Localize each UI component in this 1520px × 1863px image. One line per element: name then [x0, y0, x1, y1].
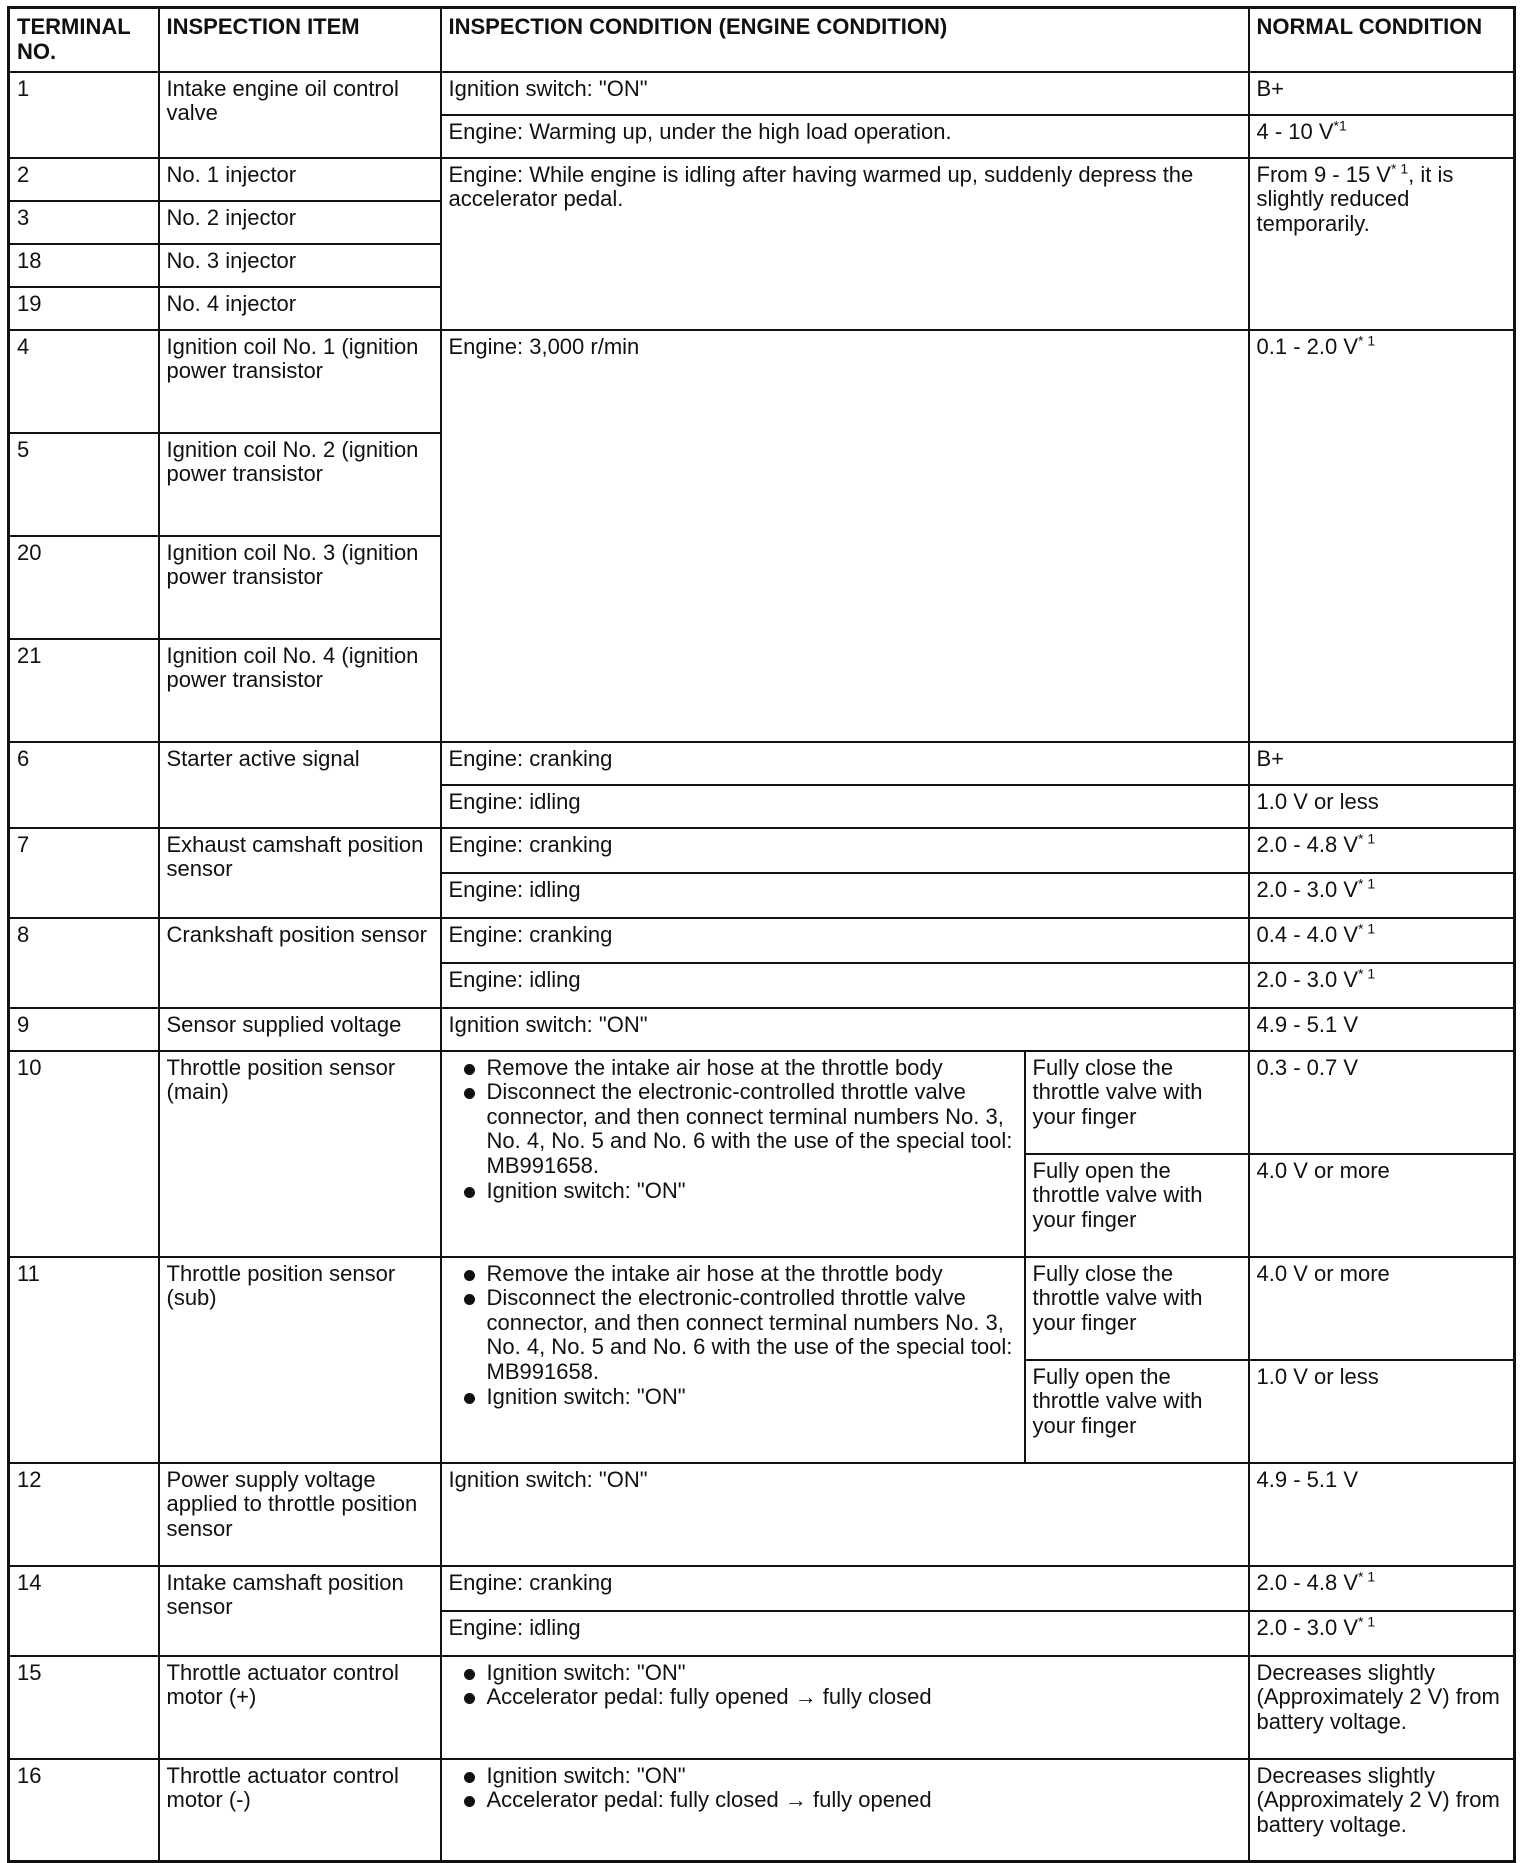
- terminal-no: 8: [9, 918, 159, 1008]
- terminal-no: 9: [9, 1008, 159, 1051]
- normal-condition: B+: [1249, 72, 1515, 115]
- normal-condition: 0.4 - 4.0 $V^{* 1}$: [1249, 918, 1515, 963]
- inspection-item: Sensor supplied voltage: [159, 1008, 441, 1051]
- inspection-item: Crankshaft position sensor: [159, 918, 441, 1008]
- inspection-item: No. 2 injector: [159, 201, 441, 244]
- header-normal-condition: NORMAL CONDITION: [1249, 8, 1515, 72]
- inspection-item: Ignition coil No. 3 (ignition power transistor: [159, 536, 441, 639]
- inspection-condition: Engine: cranking: [441, 918, 1249, 963]
- table-row: [9, 1051, 1515, 1154]
- condition-bullets: [449, 1764, 1242, 1813]
- terminal-no: 12: [9, 1463, 159, 1566]
- normal-condition: 4.0 V or more: [1249, 1257, 1515, 1360]
- table-row: [9, 1008, 1515, 1051]
- list-item: Disconnect the electronic-controlled throttle valve connector, and then connect terminal numbers No. 3, No. 4, No. 5 and No. 6 with the use of the special tool: MB991658.: [449, 1286, 1018, 1385]
- inspection-item: Throttle actuator control motor (-): [159, 1759, 441, 1862]
- terminal-no: 6: [9, 742, 159, 828]
- terminal-inspection-table: [7, 6, 1516, 1863]
- table-row: [9, 828, 1515, 873]
- normal-condition: 2.0 - 4.8 $V^{* 1}$: [1249, 1566, 1515, 1611]
- normal-condition: 2.0 - 3.0 $V^{* 1}$: [1249, 963, 1515, 1008]
- inspection-item: Throttle position sensor (main): [159, 1051, 441, 1257]
- inspection-item: Intake camshaft position sensor: [159, 1566, 441, 1656]
- terminal-no: 2: [9, 158, 159, 201]
- normal-condition: 0.1 - 2.0 $V^{* 1}$: [1249, 330, 1515, 742]
- sub-condition: Fully open the throttle valve with your finger: [1025, 1360, 1249, 1463]
- sub-condition: Fully close the throttle valve with your finger: [1025, 1257, 1249, 1360]
- normal-condition: 2.0 - 4.8 $V^{* 1}$: [1249, 828, 1515, 873]
- list-item: Accelerator pedal: fully closed → fully opened: [449, 1788, 1242, 1813]
- header-inspection-condition: INSPECTION CONDITION (ENGINE CONDITION): [441, 8, 1249, 72]
- table-row: [9, 1759, 1515, 1862]
- inspection-condition: [441, 1656, 1249, 1759]
- list-item: Remove the intake air hose at the throttle body: [449, 1262, 1018, 1287]
- inspection-condition: [441, 1759, 1249, 1862]
- inspection-condition: Ignition switch: "ON": [441, 1463, 1249, 1566]
- terminal-no: 1: [9, 72, 159, 158]
- inspection-item: Starter active signal: [159, 742, 441, 828]
- list-item: Disconnect the electronic-controlled throttle valve connector, and then connect terminal numbers No. 3, No. 4, No. 5 and No. 6 with the use of the special tool: MB991658.: [449, 1080, 1018, 1179]
- inspection-item: Ignition coil No. 2 (ignition power transistor: [159, 433, 441, 536]
- condition-bullets: [449, 1661, 1242, 1710]
- list-item: Ignition switch: "ON": [449, 1179, 1018, 1204]
- terminal-no: 7: [9, 828, 159, 918]
- inspection-item: Ignition coil No. 1 (ignition power transistor: [159, 330, 441, 433]
- table-row: [9, 72, 1515, 115]
- table-row: [9, 1656, 1515, 1759]
- table-row: [9, 158, 1515, 201]
- terminal-no: 14: [9, 1566, 159, 1656]
- inspection-condition: Engine: idling: [441, 1611, 1249, 1656]
- normal-condition: From 9 - 15 $V^{* 1}$, it is slightly reduced temporarily.: [1249, 158, 1515, 330]
- terminal-no: 16: [9, 1759, 159, 1862]
- normal-condition: B+: [1249, 742, 1515, 785]
- list-item: Ignition switch: "ON": [449, 1661, 1242, 1686]
- inspection-condition: Engine: cranking: [441, 1566, 1249, 1611]
- normal-condition: 4.0 V or more: [1249, 1154, 1515, 1257]
- condition-bullets: [449, 1056, 1018, 1204]
- normal-condition: Decreases slightly (Approximately 2 V) from battery voltage.: [1249, 1759, 1515, 1862]
- inspection-item: Throttle position sensor (sub): [159, 1257, 441, 1463]
- inspection-condition: [441, 1257, 1025, 1463]
- sub-condition: Fully close the throttle valve with your finger: [1025, 1051, 1249, 1154]
- inspection-item: No. 4 injector: [159, 287, 441, 330]
- normal-condition: 4.9 - 5.1 V: [1249, 1008, 1515, 1051]
- table-row: [9, 918, 1515, 963]
- inspection-condition: Engine: idling: [441, 785, 1249, 828]
- terminal-no: 4: [9, 330, 159, 433]
- inspection-condition: Engine: Warming up, under the high load operation.: [441, 115, 1249, 158]
- normal-condition: 2.0 - 3.0 $V^{* 1}$: [1249, 1611, 1515, 1656]
- inspection-condition: Engine: cranking: [441, 742, 1249, 785]
- table-row: [9, 742, 1515, 785]
- inspection-condition: Engine: idling: [441, 873, 1249, 918]
- terminal-no: 3: [9, 201, 159, 244]
- terminal-no: 11: [9, 1257, 159, 1463]
- normal-condition: 4.9 - 5.1 V: [1249, 1463, 1515, 1566]
- table-row: [9, 1257, 1515, 1360]
- terminal-no: 18: [9, 244, 159, 287]
- terminal-no: 21: [9, 639, 159, 742]
- inspection-condition: Engine: While engine is idling after having warmed up, suddenly depress the accelerator pedal.: [441, 158, 1249, 330]
- inspection-condition: Engine: idling: [441, 963, 1249, 1008]
- terminal-no: 5: [9, 433, 159, 536]
- normal-condition: 1.0 V or less: [1249, 785, 1515, 828]
- terminal-no: 20: [9, 536, 159, 639]
- inspection-item: No. 3 injector: [159, 244, 441, 287]
- header-terminal-no: TERMINAL NO.: [9, 8, 159, 72]
- list-item: Remove the intake air hose at the throttle body: [449, 1056, 1018, 1081]
- terminal-no: 15: [9, 1656, 159, 1759]
- inspection-item: Power supply voltage applied to throttle position sensor: [159, 1463, 441, 1566]
- condition-bullets: [449, 1262, 1018, 1410]
- normal-condition: 2.0 - 3.0 $V^{* 1}$: [1249, 873, 1515, 918]
- table-row: [9, 330, 1515, 433]
- inspection-item: Ignition coil No. 4 (ignition power transistor: [159, 639, 441, 742]
- inspection-condition: Ignition switch: "ON": [441, 1008, 1249, 1051]
- list-item: Accelerator pedal: fully opened → fully closed: [449, 1685, 1242, 1710]
- normal-condition: Decreases slightly (Approximately 2 V) from battery voltage.: [1249, 1656, 1515, 1759]
- table-row: [9, 1566, 1515, 1611]
- header-inspection-item: INSPECTION ITEM: [159, 8, 441, 72]
- inspection-item: No. 1 injector: [159, 158, 441, 201]
- inspection-condition: Engine: cranking: [441, 828, 1249, 873]
- inspection-item: Exhaust camshaft position sensor: [159, 828, 441, 918]
- header-row: [9, 8, 1515, 72]
- normal-condition: 0.3 - 0.7 V: [1249, 1051, 1515, 1154]
- inspection-item: Throttle actuator control motor (+): [159, 1656, 441, 1759]
- inspection-condition: Ignition switch: "ON": [441, 72, 1249, 115]
- sub-condition: Fully open the throttle valve with your finger: [1025, 1154, 1249, 1257]
- list-item: Ignition switch: "ON": [449, 1764, 1242, 1789]
- inspection-condition: Engine: 3,000 r/min: [441, 330, 1249, 742]
- normal-condition: 4 - 10 $V^{*1}$: [1249, 115, 1515, 158]
- terminal-no: 10: [9, 1051, 159, 1257]
- normal-condition: 1.0 V or less: [1249, 1360, 1515, 1463]
- terminal-no: 19: [9, 287, 159, 330]
- list-item: Ignition switch: "ON": [449, 1385, 1018, 1410]
- inspection-condition: [441, 1051, 1025, 1257]
- table-row: [9, 1463, 1515, 1566]
- inspection-item: Intake engine oil control valve: [159, 72, 441, 158]
